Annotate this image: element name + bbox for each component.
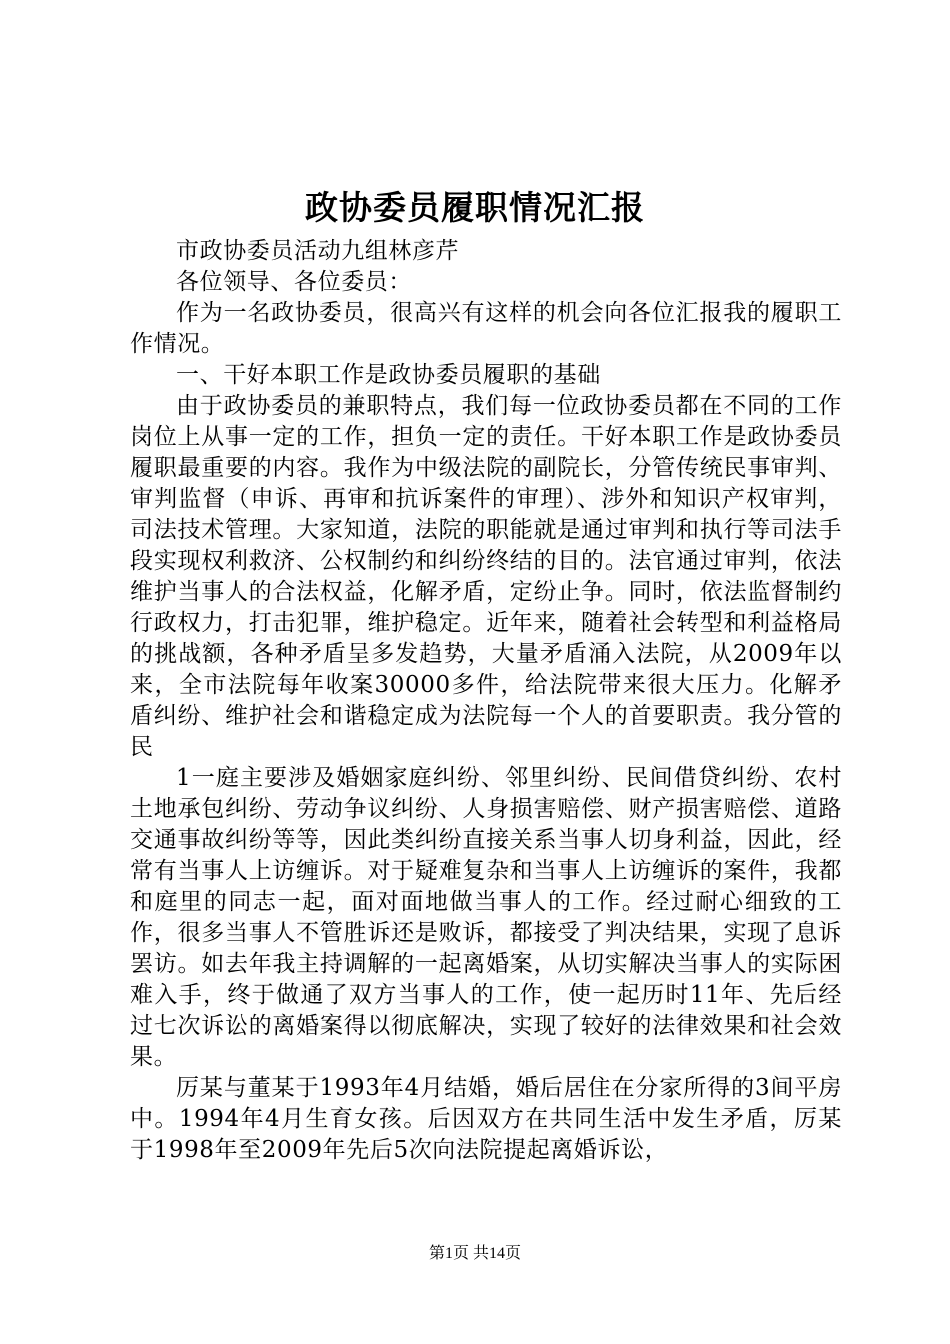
paragraph: 厉某与董某于1993年4月结婚，婚后居住在分家所得的3间平房中。1994年4月生育女孩。后因双方在共同生活中发生矛盾，厉某于1998年至2009年先后5次向法院提起离婚诉讼， [130, 1075, 842, 1163]
paragraph: 1一庭主要涉及婚姻家庭纠纷、邻里纠纷、民间借贷纠纷、农村土地承包纠纷、劳动争议纠纷、人身损害赔偿、财产损害赔偿、道路交通事故纠纷等等，因此类纠纷直接关系当事人切身利益，因此，经常有当事人上访缠诉。对于疑难复杂和当事人上访缠诉的案件，我都和庭里的同志一起，面对面地做当事人的工作。经过耐心细致的工作，很多当事人不管胜诉还是败诉，都接受了判决结果，实现了息诉罢访。如去年我主持调解的一起离婚案，从切实解决当事人的实际困难入手，终于做通了双方当事人的工作，使一起历时11年、先后经过七次诉讼的离婚案得以彻底解决，实现了较好的法律效果和社会效果。 [130, 765, 842, 1070]
section-heading: 一、干好本职工作是政协委员履职的基础 [176, 362, 601, 388]
page-footer: 第1页 共14页 [428, 1245, 521, 1262]
document-body [130, 236, 842, 1166]
document-title: 政协委员履职情况汇报 [305, 188, 645, 227]
author-line: 市政协委员活动九组林彦芹 [176, 238, 460, 264]
paragraph-intro: 作为一名政协委员，很高兴有这样的机会向各位汇报我的履职工作情况。 [130, 300, 842, 357]
salutation: 各位领导、各位委员： [176, 269, 412, 295]
paragraph: 由于政协委员的兼职特点，我们每一位政协委员都在不同的工作岗位上从事一定的工作，担负一定的责任。干好本职工作是政协委员履职最重要的内容。我作为中级法院的副院长，分管传统民事审判、审判监督（申诉、再审和抗诉案件的审理）、涉外和知识产权审判，司法技术管理。大家知道，法院的职能就是通过审判和执行等司法手段实现权利救济、公权制约和纠纷终结的目的。法官通过审判，依法维护当事人的合法权益，化解矛盾，定纷止争。同时，依法监督制约行政权力，打击犯罪，维护稳定。近年来，随着社会转型和利益格局的挑战额，各种矛盾呈多发趋势，大量矛盾涌入法院，从2009年以来，全市法院每年收案30000多件，给法院带来很大压力。化解矛盾纠纷、维护社会和谐稳定成为法院每一个人的首要职责。我分管的民 [130, 393, 842, 760]
